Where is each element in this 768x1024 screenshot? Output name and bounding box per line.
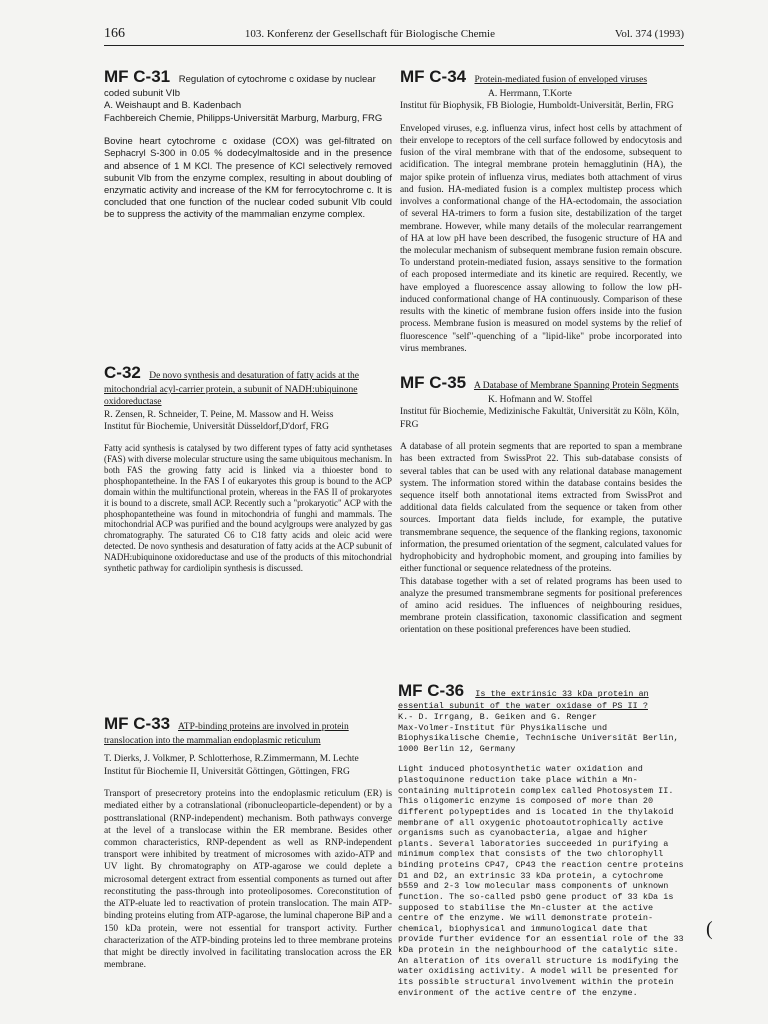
page-number: 166 — [104, 26, 125, 41]
abstract-affiliation: Max-Volmer-Institut für Physikalische und Biophysikalische Chemie, Technische Universität Berlin, 1000 Berlin 12, Germany — [398, 722, 679, 754]
abstract-code: MF C-34 — [400, 67, 467, 86]
abstract-affiliation: Institut für Biophysik, FB Biologie, Humboldt-Universität, Berlin, FRG — [400, 101, 674, 112]
abstract-authors: K.- D. Irrgang, B. Geiken and G. Renger — [398, 711, 597, 722]
abstract-code: MF C-31 — [104, 67, 171, 86]
abstract-code: MF C-35 — [400, 373, 467, 392]
abstract-body: Enveloped viruses, e.g. influenza virus, infect host cells by attachment of their envelope to receptors of the cell surface followed by endocytosis and fusion of the viral membrane with that of the endosome, subsequent to acidification. The integral membrane protein hemagglutinin (HA), the major spike protein of influenza virus, mediates both attachment of virus and fusion. HA-mediated fusion is a complex multistep process which involves a conformational change of the HA-ectodomain, the association of several HA-trimers to form a fusion site, destabilization of the target membrane. However, while many details of the molecular rearrangement of HA at low pH have been described, the fusogenic structure of HA and the molecular mechanism of subsequent membrane fusion remain obscure. To understand protein-mediated fusion, assays sensitive to the formation of each proposed intermediate and its kinetic are required. Recently, we have employed a fluorescence assay allowing to follow the low pH-induced conformational change of HA continuously. Comparison of these results with the kinetic of membrane fusion offers inside into the fusion process. Membrane fusion is measured on model systems by the relief of fluorescence "self"-quenching of a "lipid-like" probe incorporated into virus membranes. — [400, 123, 682, 354]
abstract-c33 — [104, 713, 392, 1015]
abstract-body: Light induced photosynthetic water oxidation and plastoquinone reduction take place within a Mn-containing multiprotein complex called Photosystem II. This oligomeric enzyme is composed of more than 20 different polypeptides and is located in the thylakoid membrane of all oxygenic photoautotrophically active organisms such as cyanobacteria, algae and higher plants. Several laboratories succeeded in purifying a minimum complex that consists of the two chlorophyll binding proteins CP47, CP43 the reaction centre proteins D1 and D2, an extrinsic 33 kDa protein, a cytochrome b559 and 2-3 low molecular mass components of unknown function. The so-called psbO gene product of 33 kDa is supposed to stabilise the Mn-cluster at the active centre of the enzyme. We will demonstrate protein-chemical, biophysical and immunological date that provide further evidence for an essential role of the 33 kDa protein in the neighbourhood of the catalytic site. An alteration of its overall structure is modifying the water oxidising activity. A model will be presented for its possible structural involvement within the protein environment of the active centre of the enzyme. — [398, 764, 684, 998]
abstract-affiliation: Fachbereich Chemie, Philipps-Universität Marburg, Marburg, FRG — [104, 112, 383, 124]
volume-info: Vol. 374 (1993) — [614, 28, 684, 40]
abstract-paragraph: A database of all protein segments that are reported to span a membrane has been extracted from SwissProt 22. This sub-database consists of several tables that can be used with any relational database management system. The information stored within the database contains besides the sequence itself both annotational items extracted from SwissProt and additional data fields calculated from the sequence or taken from other sources. Important data fields include, for example, the putative transmembrane sequence, the sequence of the flanking regions, taxonomic information, the presumed orientation of the segment, calculated values for hydrophobicity and hydrophobic moment, and grouping into families by either functional or sequence relatedness of the proteins. — [400, 442, 682, 575]
abstract-code: C-32 — [104, 363, 141, 382]
abstract-title: ATP-binding proteins are involved in protein translocation into the mammalian endoplasmic reticulum — [104, 722, 349, 747]
abstract-affiliation: Institut für Biochemie II, Universität Göttingen, Göttingen, FRG — [104, 766, 350, 777]
abstract-title: De novo synthesis and desaturation of fatty acids at the mitochondrial acyl-carrier protein, a subunit of NADH:ubiquinone oxidoreductase — [104, 371, 359, 408]
margin-mark: ( — [706, 918, 713, 940]
abstract-authors: T. Dierks, J. Volkmer, P. Schlotterhose, R.Zimmermann, M. Lechte — [104, 754, 359, 765]
abstract-c34 — [400, 66, 682, 354]
abstract-c35 — [400, 372, 682, 644]
abstract-c36 — [398, 680, 684, 1012]
abstract-body: Fatty acid synthesis is catalysed by two different types of fatty acid synthetases (FAS) with diverse molecular structure using the same ubiquitous mechanism. In both FAS the growing fatty acid is linked via a thioester bond to phosphopantetheine. In the FAS I of eukaryotes this group is bound to the ACP domain within the multifunctional protein, whereas in the FAS II of prokaryotes it is bound to a discrete, small ACP. Recently such a "prokaryotic" ACP with the phosphopantetheine was found in mitochondria of funghi and mammals. The mitochondrial ACP was purified and the bound acylgroups were analyzed by gas chromatography. The saturated C6 to C18 fatty acids and oleic acid were detected. De novo synthesis and desaturation of fatty acids at the ACP subunit of NADH:ubiquinone oxidoreductase and use of the products of this mitochondrial synthetic pathway for cardiolipin synthesis is discussed. — [104, 443, 392, 573]
abstract-body: Transport of presecretory proteins into the endoplasmic reticulum (ER) is mediated either by a cotranslational (ribonucleoparticle-dependent) or by a posttranslational (RNP-independent) mechanism. Both pathways converge at the level of a translocase within the ER membrane. Besides other common characteristics, RNP-dependent as well as RNP-independent transport were inhibited by treatment of microsomes with azido-ATP and UV light. By chromatography on ATP-agarose we could deplete a microsomal detergent extract from essential components as turned out after reconstituting the pass-through into proteoliposomes. Coreconstitution of the ATP-eluate led to reactivation of protein translocation. The main ATP-binding proteins eluting from ATP-agarose, the luminal chaperone BiP and a 150 kDa protein, were not essential for transport activity. Further characterization of the ATP-binding proteins led to three membrane proteins that might be directly involved in facilitating translocation across the ER membrane. — [104, 789, 392, 971]
abstract-authors: A. Weishaupt and B. Kadenbach — [104, 100, 242, 112]
abstract-paragraph: This database together with a set of related programs has been used to analyze the presumed transmembrane segments for positional preferences of amino acid residues. The influences of neighbouring residues, membrane protein classification, taxonomic classification and segment orientation on these positional preferences have been studied. — [400, 576, 682, 636]
abstract-title: Is the extrinsic 33 kDa protein an essential subunit of the water oxidase of PS II ? — [398, 689, 649, 712]
abstract-c32 — [104, 362, 392, 592]
abstract-title: A Database of Membrane Spanning Protein Segments — [473, 381, 679, 391]
abstract-c31 — [104, 66, 392, 266]
abstract-title: Protein-mediated fusion of enveloped viruses — [474, 75, 648, 85]
running-header — [104, 26, 684, 46]
abstract-affiliation: Institut für Biochemie, Medizinische Fakultät, Universität zu Köln, Köln, FRG — [400, 407, 680, 430]
abstract-authors: R. Zensen, R. Schneider, T. Peine, M. Massow and H. Weiss — [104, 409, 334, 420]
abstract-body: Bovine heart cytochrome c oxidase (COX) was gel-filtrated on Sephacryl S-300 in 0.05 % dodecylmaltoside and in the presence and absence of 1 M KCl. The presence of KCl selectively removed subunit VIb from the enzyme complex, resulting in about doubling of enzymatic activity and increase of the KM for ferrocytochrome c. It is concluded that one function of the nuclear coded subunit VIb could be to suppress the activity of the mammalian enzyme complex. — [104, 135, 392, 220]
abstract-code: MF C-33 — [104, 714, 171, 733]
abstract-authors: K. Hofmann and W. Stoffel — [488, 395, 593, 406]
abstract-body — [400, 441, 682, 637]
abstract-title: Regulation of cytochrome c oxidase by nuclear coded subunit VIb — [104, 74, 376, 100]
abstract-authors: A. Herrmann, T.Korte — [488, 89, 572, 100]
abstract-code: MF C-36 — [398, 681, 465, 700]
conference-title: 103. Konferenz der Gesellschaft für Biologische Chemie — [244, 28, 495, 40]
abstract-affiliation: Institut für Biochemie, Universität Düsseldorf,D'dorf, FRG — [104, 422, 329, 433]
